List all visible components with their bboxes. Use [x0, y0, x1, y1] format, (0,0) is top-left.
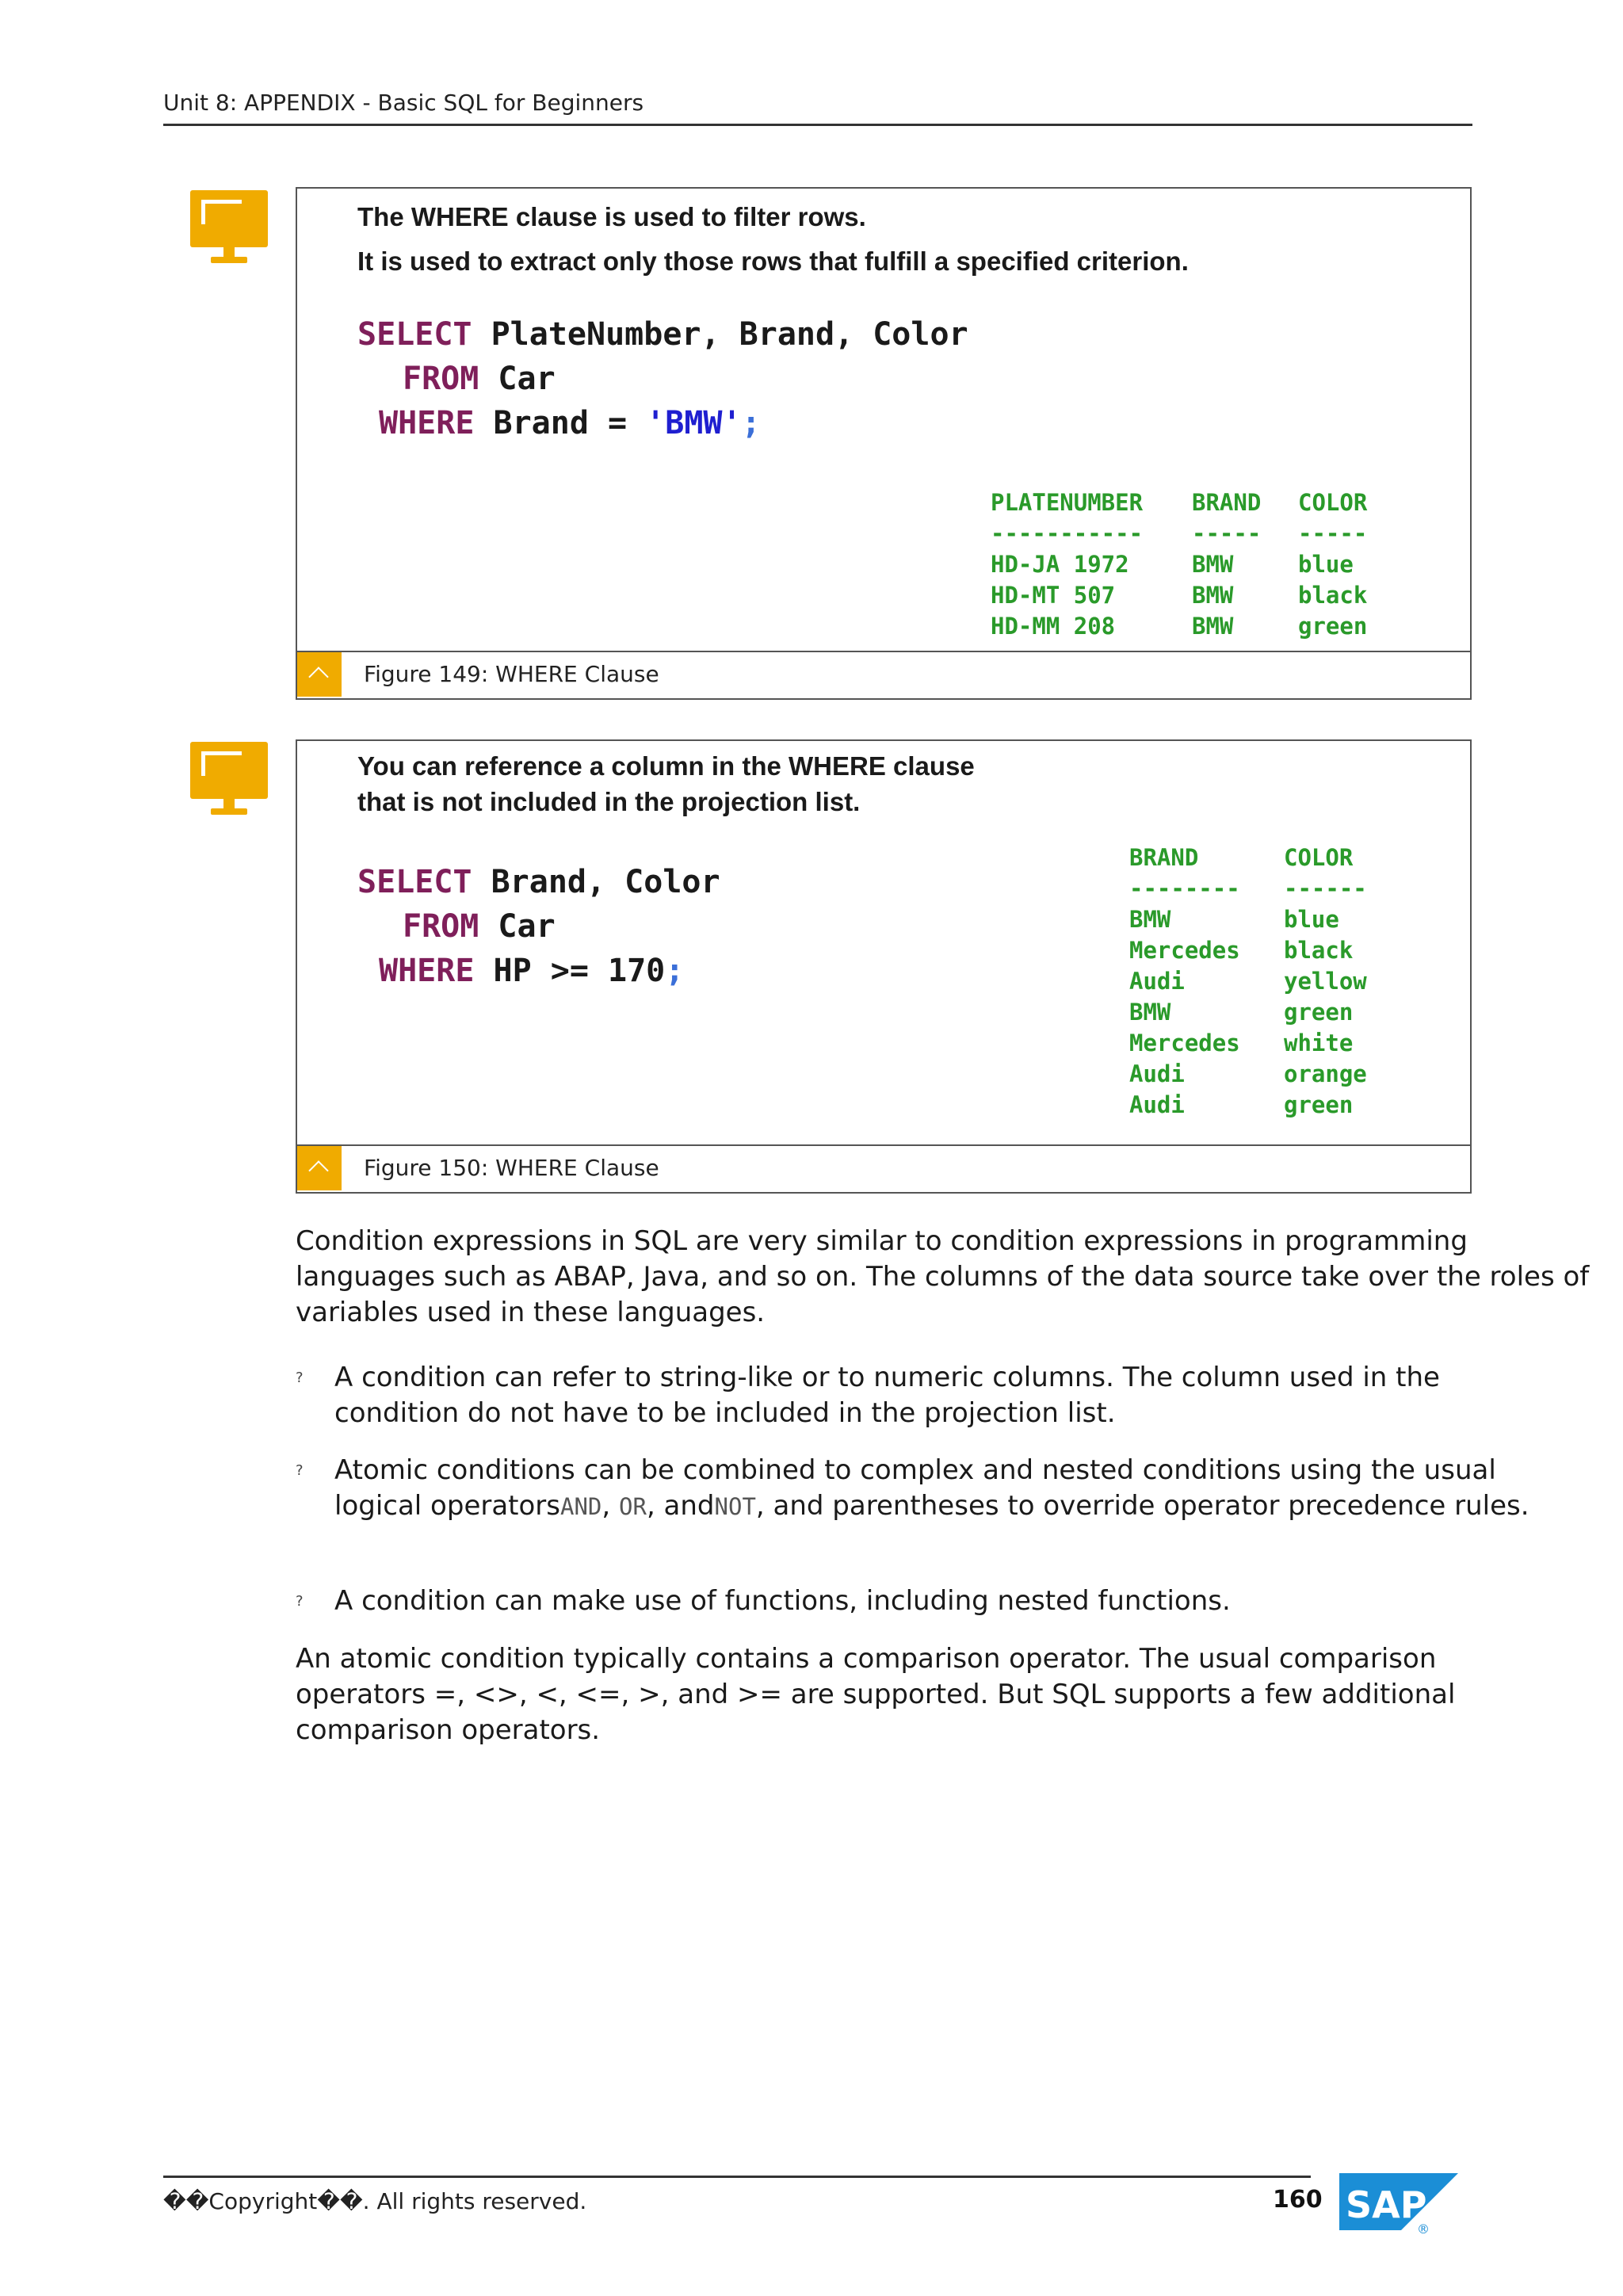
- result-cell: Mercedes: [1129, 937, 1240, 964]
- result-cell: blue: [1284, 906, 1339, 933]
- svg-text:SAP: SAP: [1346, 2183, 1427, 2226]
- paragraph-intro: Condition expressions in SQL are very similar to condition expressions in programming languages such as ABAP, Java, and so on. The columns of the data source take over the roles of variables used in these languages.: [296, 1225, 1590, 1328]
- bullet-marker: ?: [296, 1370, 304, 1386]
- figure-149-intro-line1: The WHERE clause is used to filter rows.: [357, 202, 866, 231]
- figure-149-intro-line2: It is used to extract only those rows that fulfill a specified criterion.: [357, 246, 1189, 276]
- result-header: PLATENUMBER: [991, 489, 1144, 516]
- figure-150-intro-line1: You can reference a column in the WHERE clause: [357, 751, 975, 781]
- figure-149-result-table: PLATENUMBER ----------- HD-JA 1972 HD-MT 507 HD-MM 208 BRAND ----- BMW BMW BMW COLOR ----- blue black green: [991, 487, 1434, 646]
- figure-149: [296, 187, 1472, 700]
- result-cell: Audi: [1129, 1060, 1185, 1087]
- figure-150-code-select: SELECT Brand, Color: [357, 864, 720, 900]
- result-cell: BMW: [1192, 613, 1234, 640]
- result-cell: BMW: [1129, 906, 1171, 933]
- figure-150-result-table: BRAND -------- BMW Mercedes Audi BMW Mercedes Audi Audi COLOR ------ blue black yellow green white orange green: [1129, 842, 1462, 1128]
- svg-text:®: ®: [1417, 2222, 1430, 2235]
- sap-logo: [1339, 2173, 1458, 2235]
- collapse-chevron-icon[interactable]: [297, 1146, 342, 1190]
- figure-150-caption: Figure 150: WHERE Clause: [364, 1155, 659, 1181]
- figure-149-code-select: SELECT PlateNumber, Brand, Color: [357, 316, 968, 353]
- footer-copyright: ��Copyright��. All rights reserved.: [163, 2188, 587, 2214]
- figure-150-code-from: FROM Car: [403, 908, 556, 945]
- result-cell: HD-MT 507: [991, 582, 1116, 609]
- figure-150-intro-line2: that is not included in the projection list.: [357, 787, 861, 816]
- header-title: Unit 8: APPENDIX - Basic SQL for Beginners: [163, 90, 644, 116]
- result-cell: white: [1284, 1030, 1354, 1056]
- result-cell: green: [1284, 999, 1354, 1026]
- result-header: BRAND: [1129, 844, 1199, 871]
- result-cell: BMW: [1192, 551, 1234, 578]
- result-cell: Audi: [1129, 1091, 1185, 1118]
- result-cell: blue: [1298, 551, 1354, 578]
- collapse-chevron-icon[interactable]: [297, 652, 342, 697]
- paragraph-comparison: An atomic condition typically contains a comparison operator. The usual comparison operators =, <>, <, <=, >, and >= are supported. But SQL supports a few additional comparison operators.: [296, 1643, 1456, 1746]
- bullet-marker: ?: [296, 1593, 304, 1610]
- result-cell: yellow: [1284, 968, 1367, 995]
- result-cell: green: [1284, 1091, 1354, 1118]
- figure-150: [296, 739, 1472, 1194]
- figure-149-caption: Figure 149: WHERE Clause: [364, 661, 659, 687]
- result-header: COLOR: [1284, 844, 1354, 871]
- presentation-monitor-icon: [190, 742, 268, 818]
- result-cell: Mercedes: [1129, 1030, 1240, 1056]
- result-cell: BMW: [1129, 999, 1171, 1026]
- result-cell: BMW: [1192, 582, 1234, 609]
- result-cell: black: [1284, 937, 1354, 964]
- bullet-marker: ?: [296, 1462, 304, 1479]
- figure-149-caption-bar: [297, 651, 1470, 698]
- figure-149-code-where: WHERE Brand = 'BMW';: [379, 405, 761, 441]
- figure-150-code-where: WHERE HP >= 170;: [379, 953, 685, 989]
- result-cell: HD-JA 1972: [991, 551, 1129, 578]
- result-cell: green: [1298, 613, 1368, 640]
- figure-150-caption-bar: [297, 1144, 1470, 1192]
- page-number: 160: [1273, 2186, 1323, 2214]
- result-cell: orange: [1284, 1060, 1367, 1087]
- bullet-item-2: Atomic conditions can be combined to complex and nested conditions using the usual logical operatorsAND, OR, andNOT, and parentheses to override operator precedence rules.: [334, 1454, 1529, 1522]
- result-cell: black: [1298, 582, 1368, 609]
- page-header: [163, 89, 1472, 126]
- result-header: COLOR: [1298, 489, 1368, 516]
- bullet-item-1: A condition can refer to string-like or to numeric columns. The column used in the condition do not have to be included in the projection list.: [334, 1362, 1440, 1429]
- result-cell: HD-MM 208: [991, 613, 1116, 640]
- result-cell: Audi: [1129, 968, 1185, 995]
- bullet-item-3: A condition can make use of functions, including nested functions.: [334, 1585, 1231, 1617]
- figure-149-code-from: FROM Car: [403, 361, 556, 397]
- result-header: BRAND: [1192, 489, 1262, 516]
- presentation-monitor-icon: [190, 190, 268, 266]
- footer-divider: [163, 2176, 1311, 2178]
